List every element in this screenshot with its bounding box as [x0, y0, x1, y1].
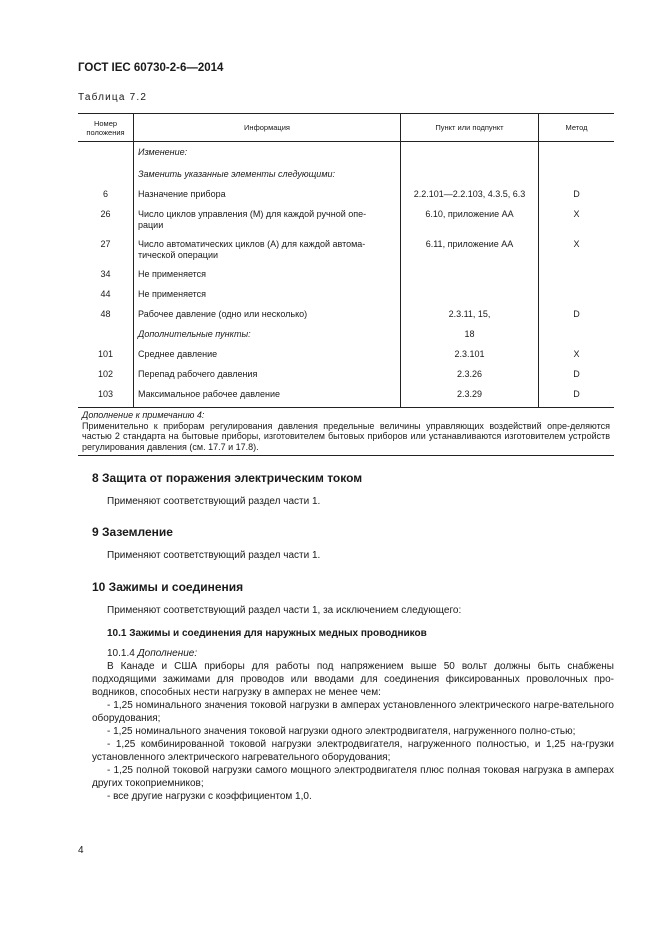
row-info: Число автоматических циклов (А) для каждой автома- тической операции [134, 234, 401, 264]
row-clause: 18 [401, 324, 539, 344]
row-clause: 6.10, приложение АА [401, 204, 539, 234]
replace-label: Заменить указанные элементы следующими: [134, 164, 401, 184]
table-row [78, 264, 614, 284]
clause-intro: В Канаде и США приборы для работы под напряжением выше 50 вольт должны быть снабжены подходящими зажимами для проводов или вводами для соединения фиксированных проволочных про-водников, способных нести нагрузку в амперах не менее чем: [92, 661, 614, 698]
row-method: D [539, 384, 615, 408]
row-method: X [539, 234, 615, 264]
additional-label: Дополнительные пункты: [134, 324, 401, 344]
row-info: Среднее давление [134, 344, 401, 364]
row-method: X [539, 204, 615, 234]
row-method [539, 284, 615, 304]
list-item: - 1,25 полной токовой нагрузки самого мощного электродвигателя плюс полная токовая нагрузка в амперах других токоприемников; [92, 765, 614, 789]
row-info: Число циклов управления (М) для каждой ручной опе- рации [134, 204, 401, 234]
table-row [78, 184, 614, 204]
page-number: 4 [78, 845, 84, 856]
list-item: - 1,25 номинального значения токовой нагрузки в амперах установленного электрического нагре-вательного оборудования; [92, 700, 614, 724]
table-row [78, 324, 614, 344]
section-8-text: Применяют соответствующий раздел части 1. [107, 496, 321, 507]
table-row [78, 364, 614, 384]
clause-label: 10.1.4 Дополнение: [107, 648, 198, 659]
list-item: - 1,25 комбинированной токовой нагрузки электродвигателя, нагруженного полностью, и 1,25 на-грузки установленного электрического нагревательного оборудования; [92, 739, 614, 763]
section-10-1-heading: 10.1 Зажимы и соединения для наружных медных проводников [107, 628, 427, 639]
table-note-row [78, 408, 614, 457]
table-bottom-rule [78, 455, 614, 456]
row-info: Перепад рабочего давления [134, 364, 401, 384]
row-method: D [539, 304, 615, 324]
table-caption: Таблица 7.2 [78, 92, 148, 103]
table-row [78, 164, 614, 184]
row-method: X [539, 344, 615, 364]
note-title: Дополнение к примечанию 4: [82, 410, 205, 420]
section-9-text: Применяют соответствующий раздел части 1. [107, 550, 321, 561]
col-header-number: Номер положения [78, 114, 134, 142]
row-method: D [539, 184, 615, 204]
row-number: 44 [78, 284, 134, 304]
row-info: Назначение прибора [134, 184, 401, 204]
row-clause: 2.3.29 [401, 384, 539, 408]
row-number: 6 [78, 184, 134, 204]
row-number: 101 [78, 344, 134, 364]
row-number: 48 [78, 304, 134, 324]
row-info: Рабочее давление (одно или несколько) [134, 304, 401, 324]
row-number: 103 [78, 384, 134, 408]
table-7-2 [78, 113, 614, 456]
row-method [539, 264, 615, 284]
section-9-heading: 9 Заземление [92, 525, 173, 539]
list-item: - все другие нагрузки с коэффициентом 1,0. [107, 791, 312, 802]
table-row [78, 384, 614, 408]
col-header-info: Информация [134, 114, 401, 142]
row-info: Не применяется [134, 284, 401, 304]
note-text: Применительно к приборам регулирования давления предельные величины управляющих воздействий опре-деляются частью 2 стандарта на бытовые приборы, изготовителем бытовых приборов или устанавливаются изготовителем устройств регулирования давления (см. 17.7 и 17.8). [82, 420, 610, 452]
col-header-method: Метод [539, 114, 615, 142]
row-clause: 6.11, приложение АА [401, 234, 539, 264]
row-method: D [539, 364, 615, 384]
row-number: 27 [78, 234, 134, 264]
row-clause [401, 284, 539, 304]
table-header-row [78, 114, 614, 142]
table-row [78, 284, 614, 304]
document-header: ГОСТ IEC 60730-2-6—2014 [78, 62, 224, 74]
row-number: 34 [78, 264, 134, 284]
row-clause: 2.2.101—2.2.103, 4.3.5, 6.3 [401, 184, 539, 204]
list-item: - 1,25 номинального значения токовой нагрузки одного электродвигателя, нагруженного полно-стью; [107, 726, 576, 737]
table-row [78, 304, 614, 324]
section-10-heading: 10 Зажимы и соединения [92, 580, 244, 594]
table-row [78, 142, 614, 165]
table-row [78, 204, 614, 234]
section-10-1-4-block [92, 647, 614, 803]
row-clause [401, 264, 539, 284]
row-number: 102 [78, 364, 134, 384]
section-8-heading: 8 Защита от поражения электрическим током [92, 471, 363, 485]
table-row [78, 234, 614, 264]
row-info: Не применяется [134, 264, 401, 284]
table-row [78, 344, 614, 364]
row-info: Максимальное рабочее давление [134, 384, 401, 408]
col-header-clause: Пункт или подпункт [401, 114, 539, 142]
row-clause: 2.3.101 [401, 344, 539, 364]
row-clause: 2.3.26 [401, 364, 539, 384]
row-clause: 2.3.11, 15, [401, 304, 539, 324]
table-note [78, 408, 614, 457]
row-number: 26 [78, 204, 134, 234]
section-10-text: Применяют соответствующий раздел части 1, за исключением следующего: [107, 605, 462, 616]
change-label: Изменение: [134, 142, 401, 165]
